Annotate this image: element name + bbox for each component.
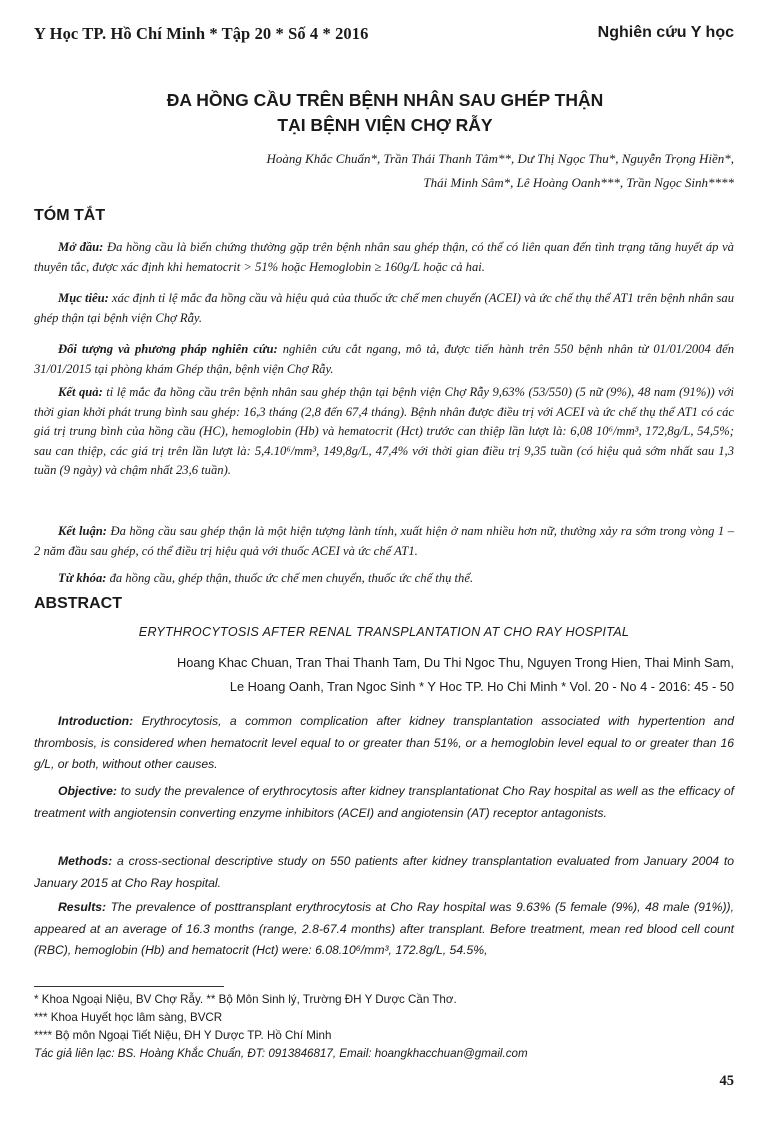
- abstract-results: [34, 897, 734, 962]
- article-title-line2: TẠI BỆNH VIỆN CHỢ RẪY: [277, 115, 493, 135]
- tomtat-objective-label: Mục tiêu:: [58, 291, 109, 305]
- abstract-title: ERYTHROCYTOSIS AFTER RENAL TRANSPLANTATION AT CHO RAY HOSPITAL: [138, 625, 630, 639]
- footnotes: [34, 991, 734, 1063]
- abstract-authors: [34, 651, 734, 699]
- tomtat-methods-text: nghiên cứu cắt ngang, mô tả, được tiến hành trên 550 bệnh nhân từ 01/01/2004 đến 31/01/2015 tại phòng khám Ghép thận, bệnh viện Chợ Rẫy.: [34, 342, 734, 376]
- page-number: 45: [719, 1073, 734, 1089]
- abstract-results-label: Results:: [58, 900, 107, 914]
- tomtat-heading: TÓM TẮT: [34, 207, 106, 224]
- abstract-authors-line2: Le Hoang Oanh, Tran Ngoc Sinh * Y Hoc TP. Ho Chi Minh * Vol. 20 - No 4 - 2016: 45 - 50: [229, 679, 734, 694]
- tomtat-results-label: Kết quả:: [58, 385, 103, 399]
- article-title-line1: ĐA HỒNG CẦU TRÊN BỆNH NHÂN SAU GHÉP THẬN: [166, 90, 604, 110]
- tomtat-keywords-label: Từ khóa:: [58, 571, 107, 585]
- tomtat-conclusion-text: Đa hồng cầu sau ghép thận là một hiện tượng lành tính, xuất hiện ở nam nhiều hơn nữ, thường xảy ra sớm trong vòng 1 – 2 năm đầu sau ghép, có thể điều trị hiệu quả với thuốc ACEI và ức chế AT1.: [34, 524, 735, 558]
- tomtat-intro-text: Đa hồng cầu là biến chứng thường gặp trên bệnh nhân sau ghép thận, có thể có liên quan đến tình trạng tăng huyết áp và thuyên tắc, được xác định khi hematocrit > 51% hoặc Hemoglobin ≥ 160g/L hoặc cả hai.: [34, 240, 734, 274]
- abstract-intro: [34, 711, 734, 776]
- footnote-affiliation-3: **** Bộ môn Ngoại Tiết Niệu, ĐH Y Dược TP. Hồ Chí Minh: [34, 1029, 332, 1042]
- abstract-intro-label: Introduction:: [58, 714, 134, 728]
- tomtat-conclusion-label: Kết luận:: [58, 524, 107, 538]
- tomtat-intro: [34, 238, 734, 277]
- abstract-results-text: The prevalence of posttransplant erythrocytosis at Cho Ray hospital was 9.63% (5 female (9%), 48 male (91%)), appeared at an average of 16.3 months (range, 2.8-67.4 months) after transplant. Before treatment, mean red blood cell count (RBC), hemoglobin (Hb) and hematocrit (Hct) were: 6.08.10⁶/mm³, 172.8g/L, 54.5%,: [34, 900, 734, 957]
- abstract-intro-text: Erythrocytosis, a common complication after kidney transplantation associated with hypertention and thrombosis, is considered when hematocrit level equal to or greater than 51%, or a hemoglobin level equal to or greater than 16 g/L, or both, without other causes.: [34, 714, 734, 771]
- footnote-divider: [34, 986, 224, 987]
- abstract-objective: [34, 781, 734, 824]
- footnote-contact: Tác giả liên lạc: BS. Hoàng Khắc Chuẩn, ĐT: 0913846817, Email: hoangkhacchuan@gmail.com: [34, 1047, 528, 1060]
- tomtat-objective-text: xác định tỉ lệ mắc đa hồng cầu và hiệu quả của thuốc ức chế men chuyển (ACEI) và ức chế thụ thể AT1 trên bệnh nhân sau ghép thận tại bệnh viện Chợ Rẫy.: [34, 291, 734, 325]
- section-header: Nghiên cứu Y học: [597, 24, 734, 41]
- abstract-methods: [34, 851, 734, 894]
- abstract-objective-label: Objective:: [58, 784, 117, 798]
- tomtat-keywords: [34, 569, 734, 589]
- abstract-heading: ABSTRACT: [34, 595, 122, 612]
- tomtat-methods: [34, 340, 734, 379]
- tomtat-results-text: tỉ lệ mắc đa hồng cầu trên bệnh nhân sau ghép thận tại bệnh viện Chợ Rẫy 9,63% (53/550) (5 nữ (9%), 48 nam (91%)) với thời gian khởi phát trung bình sau ghép: 16,3 tháng (2,8 đến 67,4 tháng). Bệnh nhân được điều trị với ACEI và ức chế thụ thể AT1 có các giá trị trung bình của hồng cầu (HC), hemoglobin (Hb) và hematocrit (Hct) trước can thiệp lần lượt là: 6,08 10⁶/mm³, 172,8g/L, 54,5%; sau can thiệp, các giá trị trên lần lượt là: 5,4.10⁶/mm³, 149,8g/L, 47,4% với thời gian điều trị 9,35 tuần (có hiệu quả sớm nhất sau 1,3 tuần (9 ngày) và chậm nhất 23,6 tuần).: [34, 385, 734, 477]
- journal-header: Y Học TP. Hồ Chí Minh * Tập 20 * Số 4 * 2016: [34, 24, 369, 43]
- tomtat-methods-label: Đối tượng và phương pháp nghiên cứu:: [58, 342, 278, 356]
- authors-line2: Thái Minh Sâm*, Lê Hoàng Oanh***, Trần Ngọc Sinh****: [423, 175, 734, 190]
- tomtat-objective: [34, 289, 734, 328]
- abstract-authors-line1: Hoang Khac Chuan, Tran Thai Thanh Tam, Du Thi Ngoc Thu, Nguyen Trong Hien, Thai Minh Sam,: [177, 655, 734, 670]
- footnote-affiliation-1: * Khoa Ngoại Niệu, BV Chợ Rẫy. ** Bộ Môn Sinh lý, Trường ĐH Y Dược Cần Thơ.: [34, 993, 457, 1006]
- tomtat-intro-label: Mở đầu:: [58, 240, 104, 254]
- abstract-objective-text: to sudy the prevalence of erythrocytosis after kidney transplantationat Cho Ray hospital as well as the efficacy of treatment with angiotensin converting enzyme inhibitors (ACEI) and angiotensin (AT) receptor antagonists.: [34, 784, 734, 820]
- abstract-methods-text: a cross-sectional descriptive study on 550 patients after kidney transplantation evaluated from January 2004 to January 2015 at Cho Ray hospital.: [34, 854, 734, 890]
- authors-line1: Hoàng Khắc Chuẩn*, Trần Thái Thanh Tâm**, Dư Thị Ngọc Thu*, Nguyễn Trọng Hiền*,: [266, 151, 734, 166]
- tomtat-conclusion: [34, 522, 734, 561]
- tomtat-results: [34, 383, 734, 481]
- footnote-affiliation-2: *** Khoa Huyết học lâm sàng, BVCR: [34, 1011, 223, 1024]
- tomtat-keywords-text: đa hồng cầu, ghép thận, thuốc ức chế men chuyển, thuốc ức chế thụ thể.: [106, 571, 474, 585]
- abstract-methods-label: Methods:: [58, 854, 113, 868]
